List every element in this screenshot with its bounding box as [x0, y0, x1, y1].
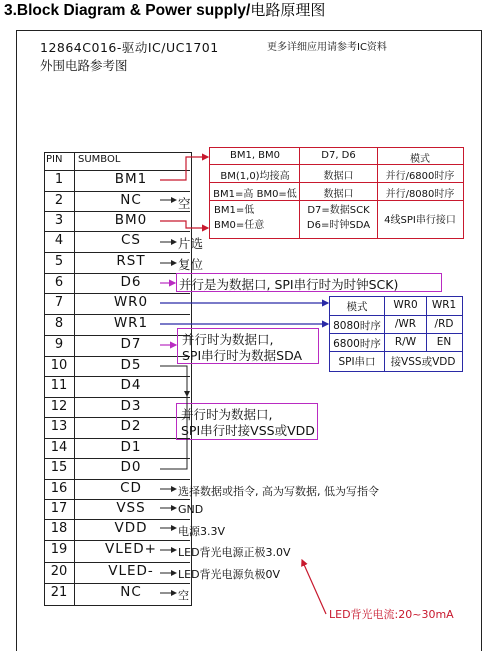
pin-number: 10: [50, 358, 68, 373]
pin-symbol: BM0: [114, 212, 148, 228]
pin-symbol: WR0: [113, 294, 149, 310]
pin-number: 7: [54, 295, 64, 310]
wr-cell: R/W: [394, 336, 417, 348]
wr-cell: SPI串口: [338, 356, 376, 368]
pin-symbol: D0: [120, 459, 142, 475]
pin-number: 11: [50, 378, 68, 393]
bm-header-cell: BM1, BM0: [229, 150, 281, 161]
pin-symbol: BM1: [114, 171, 148, 187]
wr-header-cell: WR0: [393, 299, 418, 311]
reference-note: 更多详细应用请参考IC资料: [267, 42, 387, 53]
pin-symbol: NC: [120, 192, 142, 208]
pin-symbol: D5: [120, 357, 142, 373]
wr-cell: /WR: [394, 318, 417, 330]
pin-number: 15: [50, 460, 68, 475]
pin-number: 1: [54, 172, 64, 187]
pin-function-label: 电源3.3V: [178, 525, 226, 538]
pin-symbol: VLED-: [108, 563, 154, 579]
heading-suffix: 电路原理图: [250, 1, 326, 19]
pin-symbol: D3: [120, 398, 142, 414]
pin-symbol: D2: [120, 418, 142, 434]
pin-symbol: CD: [120, 480, 142, 496]
pin-symbol: D4: [120, 377, 142, 393]
wr-header-cell: WR1: [431, 299, 457, 311]
symbol-header: SUMBOL: [78, 154, 121, 165]
pin-number: 14: [50, 440, 68, 455]
pin-number: 13: [50, 419, 68, 434]
d7-note-line1: 并行时为数据口,: [182, 332, 274, 347]
pin-symbol: VDD: [114, 520, 148, 536]
wr-cell: 接VSS或VDD: [390, 356, 456, 368]
pin-symbol: WR1: [113, 315, 149, 331]
pin-number: 4: [54, 233, 64, 248]
pin-number: 9: [54, 337, 64, 352]
led-current-pointer: [302, 560, 326, 614]
pin-number: 16: [50, 481, 68, 496]
pin-function-label: 选择数据或指令, 高为写数据, 低为写指令: [178, 485, 379, 498]
wr-cell: 8080时序: [333, 320, 381, 332]
bm-cell: BM(1,0)均接高: [220, 171, 290, 182]
pin-number: 8: [54, 316, 64, 331]
pin-number: 21: [50, 585, 68, 600]
model-subtitle: 外围电路参考图: [40, 58, 128, 73]
pin-function-label: 空: [178, 589, 189, 602]
pin-number: 2: [54, 193, 64, 208]
bm-cell: BM1=高 BM0=低: [213, 189, 297, 200]
pin-symbol: D7: [120, 336, 142, 352]
d7-note-line2: SPI串行时为数据SDA: [182, 348, 303, 363]
led-current-note: LED背光电流:20~30mA: [329, 608, 454, 621]
pin-number: 19: [50, 542, 68, 557]
pin-function-label: LED背光电源负极0V: [178, 568, 281, 581]
bm-header-cell: 模式: [410, 154, 430, 165]
pin-symbol: VLED+: [105, 541, 157, 557]
bm-header-cell: D7, D6: [321, 150, 356, 161]
bm-cell: BM1=低 BM0=任意: [214, 205, 265, 231]
pin-function-label: 复位: [178, 257, 204, 272]
bm-cell: 4线SPI串行接口: [384, 215, 456, 226]
wr-cell: 6800时序: [333, 338, 381, 350]
pin-number: 20: [50, 564, 68, 579]
pin-function-label: LED背光电源正极3.0V: [178, 546, 291, 559]
data-bus-bracket: [160, 366, 187, 469]
bm-cell: 数据口: [323, 189, 354, 200]
pin-function-label: 片选: [178, 236, 204, 251]
bm-cell: D7=数据SCK D6=时钟SDA: [306, 205, 371, 231]
pin-function-label: GND: [178, 503, 204, 516]
d6-note: 并行是为数据口, SPI串行时为时钟SCK): [179, 277, 399, 292]
wr-cell: /RD: [434, 318, 454, 330]
pin-function-label: 空: [178, 196, 191, 211]
pin-symbol: CS: [121, 232, 141, 248]
bm-cell: 并行/6800时序: [385, 171, 455, 182]
pin-symbol: VSS: [116, 500, 146, 516]
pin-number: 6: [54, 275, 64, 290]
pin-symbol: NC: [120, 584, 142, 600]
bm0-wire: [160, 221, 208, 228]
pin-number: 18: [50, 521, 68, 536]
d0-note-line1: 并行时为数据口,: [181, 407, 273, 422]
pin-number: 12: [50, 399, 68, 414]
model-title: 12864C016-驱动IC/UC1701: [40, 40, 219, 55]
pin-symbol: D1: [120, 439, 142, 455]
pin-symbol: D6: [120, 274, 142, 290]
pin-number: 5: [54, 254, 64, 269]
bm-cell: 并行/8080时序: [385, 189, 455, 200]
d0-note-line2: SPI串行时接VSS或VDD: [181, 423, 315, 438]
pin-number: 17: [50, 501, 68, 516]
heading-prefix: 3.Block Diagram & Power supply/: [4, 2, 251, 19]
pin-number: 3: [54, 213, 64, 228]
bm-cell: 数据口: [323, 171, 354, 182]
pin-header: PIN: [46, 154, 63, 165]
bm1-wire: [160, 157, 208, 180]
wr-cell: EN: [436, 336, 452, 348]
wr-header-cell: 模式: [346, 301, 368, 313]
pin-symbol: RST: [116, 253, 146, 269]
